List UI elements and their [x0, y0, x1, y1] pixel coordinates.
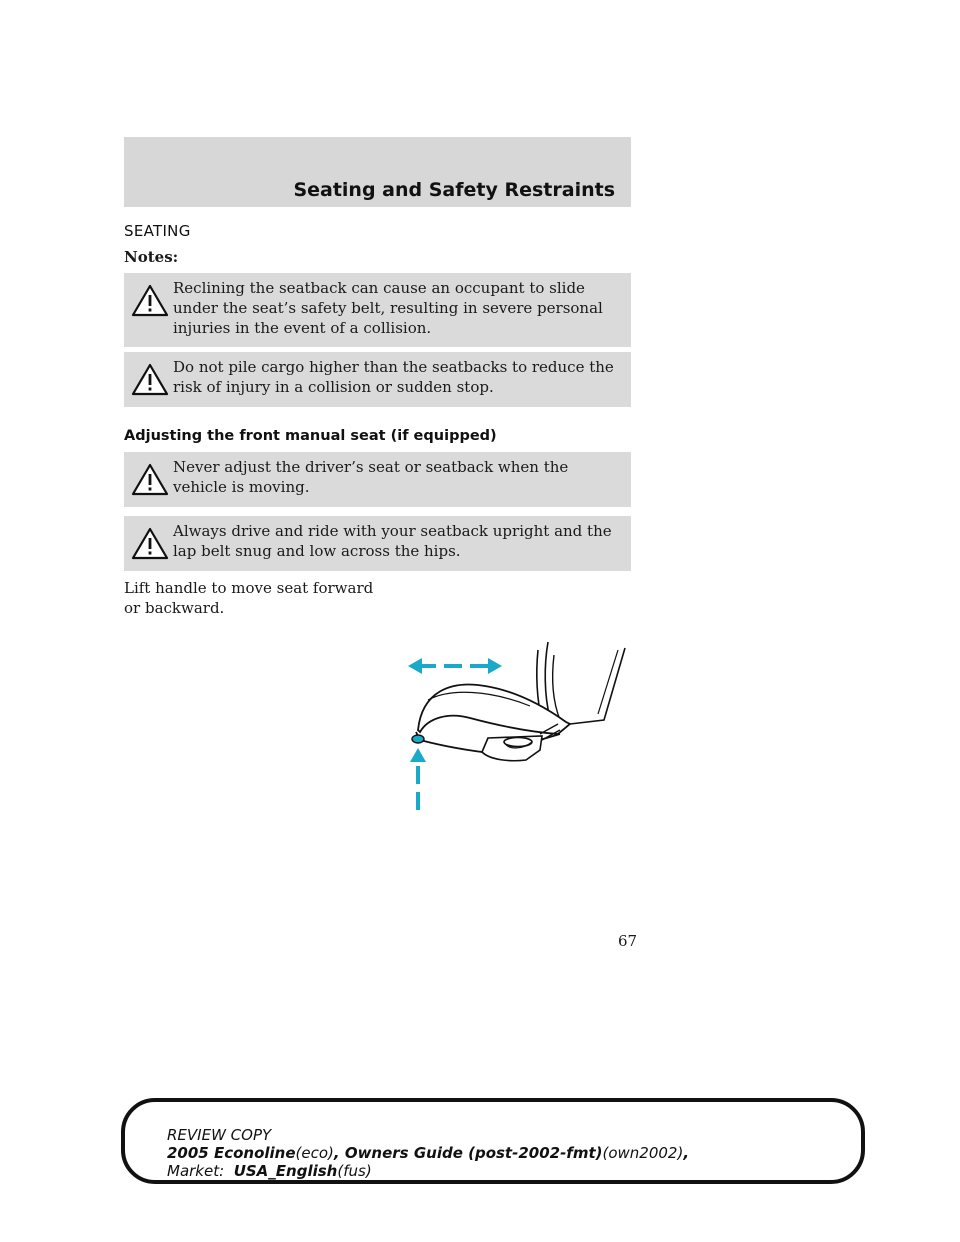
section-heading: SEATING [124, 222, 191, 240]
warning-text: Always drive and ride with your seatback upright and the lap belt snug and low across the hips. [173, 522, 612, 560]
header-band [124, 137, 631, 207]
manual-seat-adjust-illustration [390, 610, 650, 820]
warning-text: Do not pile cargo higher than the seatbacks to reduce the risk of injury in a collision or sudden stop. [173, 358, 614, 396]
warning-box [124, 452, 631, 507]
warning-triangle-icon [130, 362, 170, 398]
warning-text: Reclining the seatback can cause an occupant to slide under the seat’s safety belt, resulting in severe personal injuries in the event of a collision. [173, 279, 603, 337]
footer-review-copy: REVIEW COPY [167, 1126, 272, 1144]
notes-label: Notes: [124, 248, 179, 266]
warning-triangle-icon [130, 526, 170, 562]
body-paragraph: Lift handle to move seat forward or backward. [124, 579, 374, 617]
section-title: Seating and Safety Restraints [293, 179, 615, 201]
footer-document-line: 2005 Econoline(eco), Owners Guide (post-2002-fmt)(own2002), [167, 1144, 690, 1162]
warning-box [124, 352, 631, 407]
subheading: Adjusting the front manual seat (if equipped) [124, 428, 497, 444]
warning-text: Never adjust the driver’s seat or seatback when the vehicle is moving. [173, 458, 569, 496]
footer-review-box [121, 1098, 865, 1184]
warning-box [124, 516, 631, 571]
footer-market-line: Market: USA_English(fus) [167, 1162, 372, 1180]
warning-triangle-icon [130, 283, 170, 319]
warning-box [124, 273, 631, 347]
warning-triangle-icon [130, 462, 170, 498]
page-number: 67 [618, 932, 638, 950]
